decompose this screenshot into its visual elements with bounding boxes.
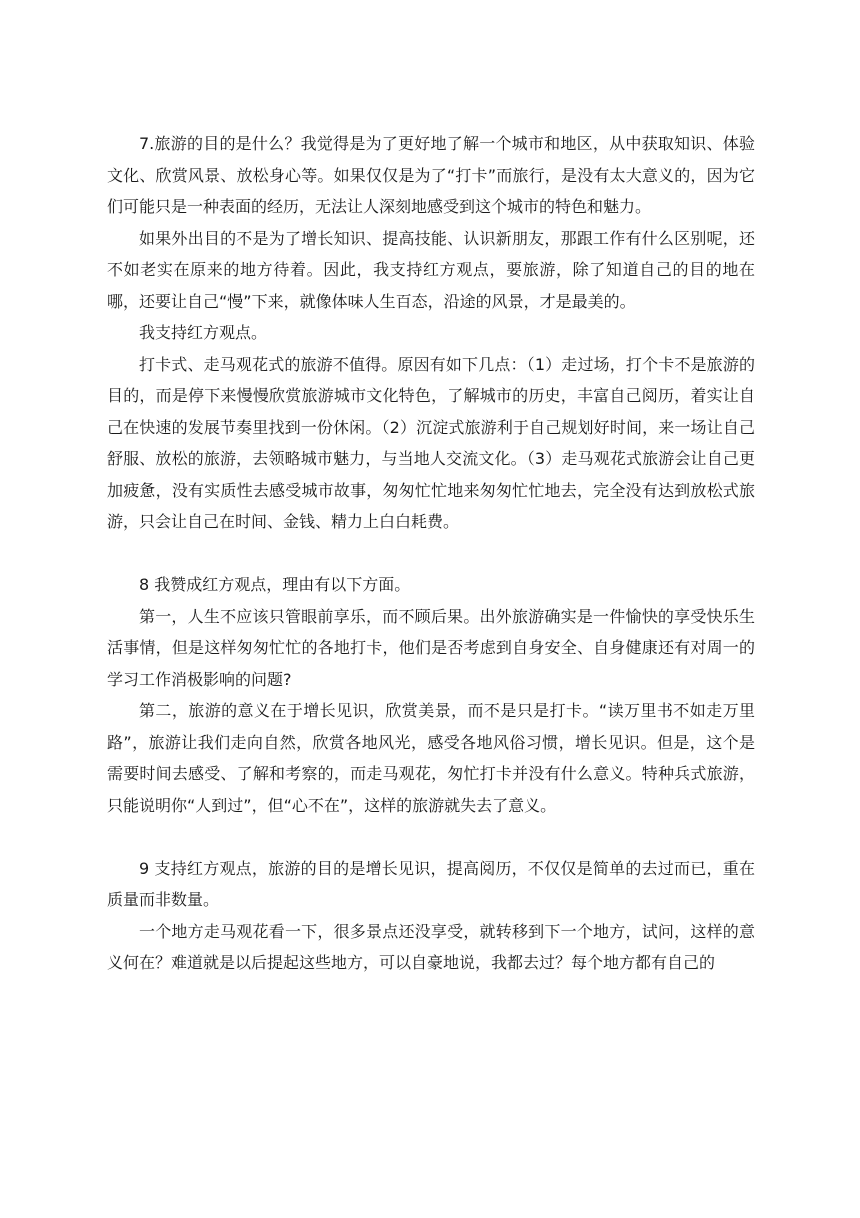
paragraph-8-answer: 8 我赞成红方观点，理由有以下方面。 (139, 575, 411, 594)
paragraph-reasons-list: 打卡式、走马观花式的旅游不值得。原因有如下几点：（1）走过场，打个卡不是旅游的目的，而是停下来慢慢欣赏旅游城市文化特色，了解城市的历史，丰富自己阅历，着实让自己在快速的发展节奏里找到一份休闲。（2）沉淀式旅游利于自己规划好时间，来一场让自己舒服、放松的旅游，去领略城市魅力，与当地人交流文化。（3）走马观花式旅游会让自己更加疲惫，没有实质性去感受城市故事，匆匆忙忙地来匆匆忙忙地去，完全没有达到放松式旅游，只会让自己在时间、金钱、精力上白白耗费。 (107, 354, 755, 531)
paragraph-9-answer: 9 支持红方观点，旅游的目的是增长见识，提高阅历，不仅仅是简单的去过而已，重在质量而非数量。 (107, 858, 755, 909)
paragraph-support-statement: 我支持红方观点。 (139, 323, 268, 342)
paragraph-8-first-point: 第一，人生不应该只管眼前享乐，而不顾后果。出外旅游确实是一件愉快的享受快乐生活事情，但是这样匆匆忙忙的各地打卡，他们是否考虑到自身安全、自身健康还有对周一的学习工作消极影响的问题? (107, 606, 755, 689)
paragraph-9-continuation: 一个地方走马观花看一下，很多景点还没享受，就转移到下一个地方，试问，这样的意义何在？难道就是以后提起这些地方，可以自豪地说，我都去过？每个地方都有自己的 (107, 921, 755, 972)
document-body (107, 128, 755, 979)
paragraph-8-second-point: 第二，旅游的意义在于增长见识，欣赏美景，而不是只是打卡。“读万里书不如走万里路”，旅游让我们走向自然，欣赏各地风光，感受各地风俗习惯，增长见识。但是，这个是需要时间去感受、了解和考察的，而走马观花，匆忙打卡并没有什么意义。特种兵式旅游，只能说明你“人到过”，但“心不在”，这样的旅游就失去了意义。 (107, 701, 755, 815)
paragraph-7-answer: 7.旅游的目的是什么？我觉得是为了更好地了解一个城市和地区，从中获取知识、体验文化、欣赏风景、放松身心等。如果仅仅是为了“打卡”而旅行，是没有太大意义的，因为它们可能只是一种表面的经历，无法让人深刻地感受到这个城市的特色和魅力。 (107, 134, 755, 216)
paragraph-7-continuation: 如果外出目的不是为了增长知识、提高技能、认识新朋友，那跟工作有什么区别呢，还不如老实在原来的地方待着。因此，我支持红方观点，要旅游，除了知道自己的目的地在哪，还要让自己“慢”下来，就像体味人生百态，沿途的风景，才是最美的。 (107, 228, 755, 311)
